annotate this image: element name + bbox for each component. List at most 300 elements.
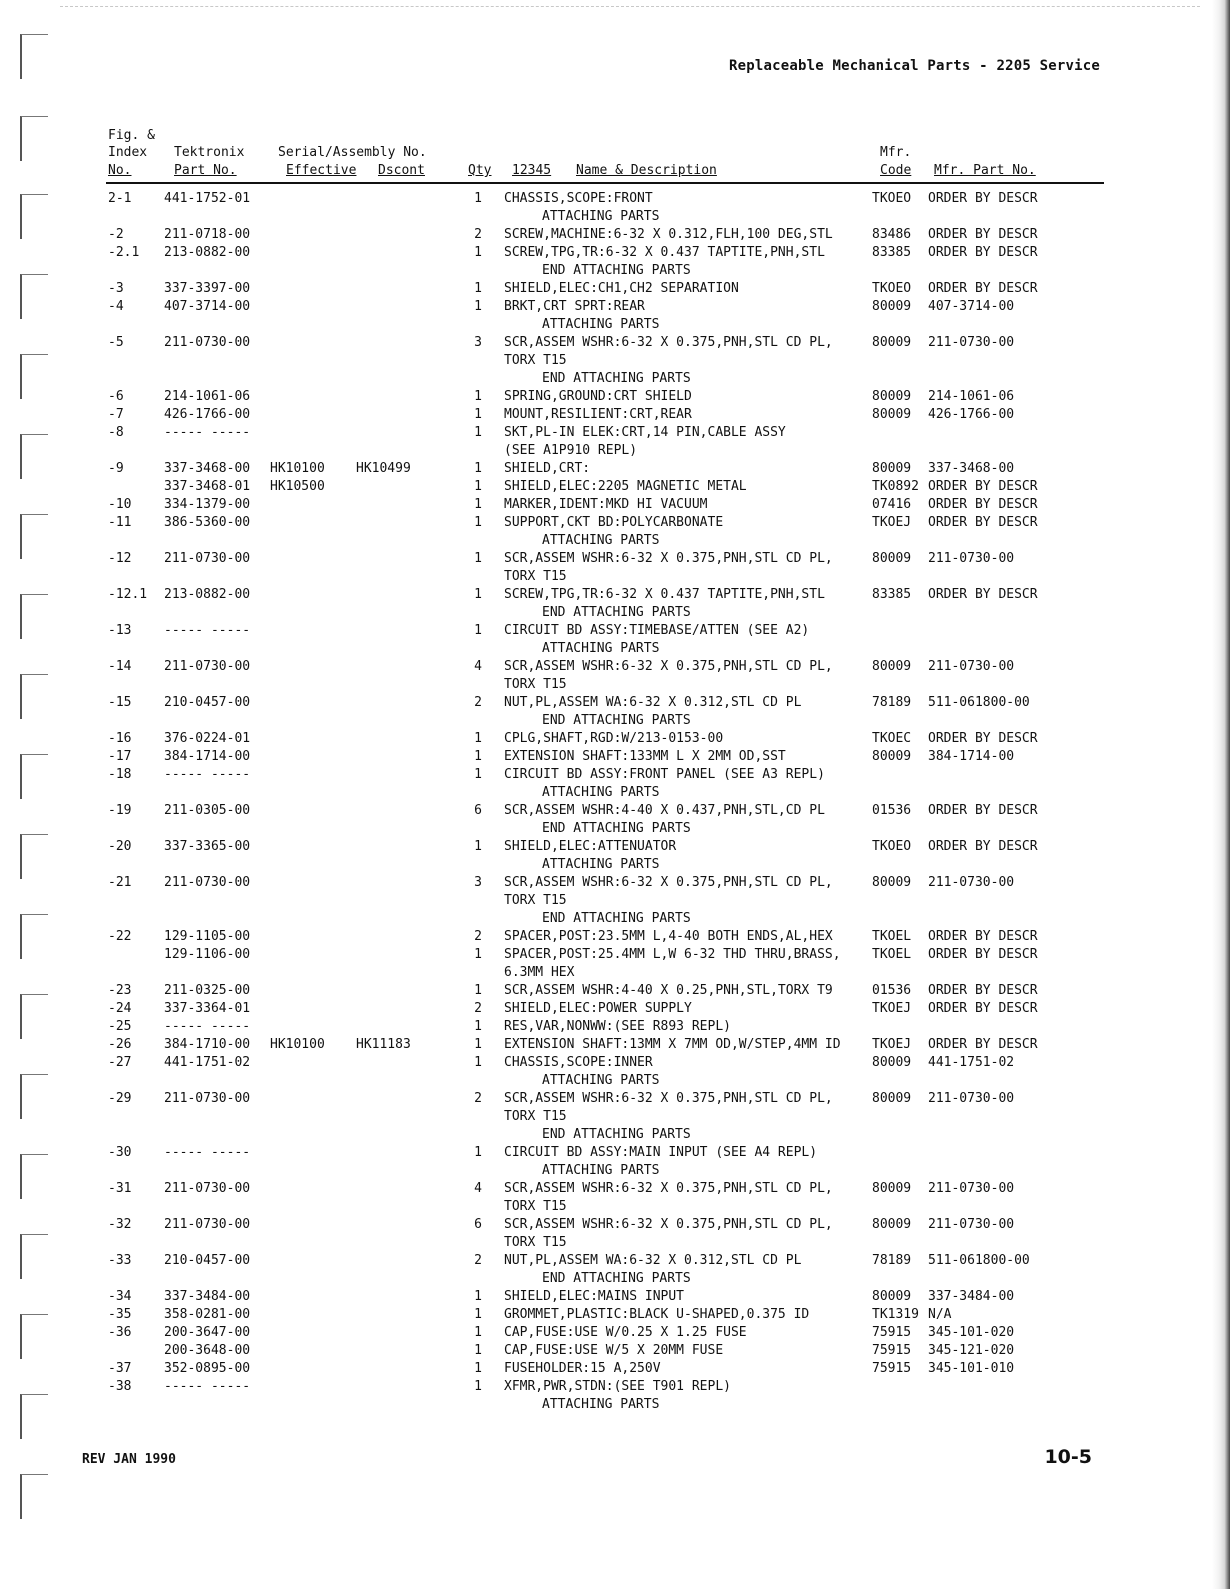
mfr-part-number: 211-0730-00 <box>928 1091 1015 1106</box>
mfr-code: 80009 <box>872 749 912 764</box>
mfr-code: TKOEO <box>872 191 912 206</box>
table-row <box>106 316 1104 334</box>
col-desc-label: Name & Description <box>576 163 717 178</box>
name-description: ATTACHING PARTS <box>542 209 660 224</box>
index-number: -23 <box>108 983 132 998</box>
name-description: SPACER,POST:25.4MM L,W 6-32 THD THRU,BRASS, <box>504 947 841 962</box>
table-row <box>106 1306 1104 1324</box>
name-description: END ATTACHING PARTS <box>542 371 691 386</box>
parts-table <box>106 190 1104 1414</box>
index-number: -14 <box>108 659 132 674</box>
quantity: 1 <box>474 1307 482 1322</box>
quantity: 1 <box>474 1289 482 1304</box>
table-row <box>106 982 1104 1000</box>
table-row <box>106 514 1104 532</box>
mfr-part-number: ORDER BY DESCR <box>928 1037 1038 1052</box>
name-description: SCREW,TPG,TR:6-32 X 0.437 TAPTITE,PNH,STL <box>504 245 825 260</box>
name-description: END ATTACHING PARTS <box>542 1271 691 1286</box>
mfr-part-number: 211-0730-00 <box>928 659 1015 674</box>
mfr-code: 80009 <box>872 335 912 350</box>
mfr-code: TK1319 <box>872 1307 919 1322</box>
table-row <box>106 1270 1104 1288</box>
quantity: 1 <box>474 587 482 602</box>
page-header-title: Replaceable Mechanical Parts - 2205 Service <box>728 58 1100 74</box>
index-number: -24 <box>108 1001 132 1016</box>
quantity: 3 <box>474 335 482 350</box>
mfr-part-number: 345-101-010 <box>928 1361 1015 1376</box>
mfr-part-number: ORDER BY DESCR <box>928 1001 1038 1016</box>
index-number: -5 <box>108 335 124 350</box>
mfr-part-number: ORDER BY DESCR <box>928 929 1038 944</box>
mfr-part-number: 214-1061-06 <box>928 389 1015 404</box>
part-number: 407-3714-00 <box>164 299 251 314</box>
mfr-code: 78189 <box>872 695 912 710</box>
name-description: SCREW,TPG,TR:6-32 X 0.437 TAPTITE,PNH,STL <box>504 587 825 602</box>
name-description: SHIELD,ELEC:MAINS INPUT <box>504 1289 685 1304</box>
col-mfr-part-label: Mfr. Part No. <box>934 163 1036 178</box>
name-description: FUSEHOLDER:15 A,250V <box>504 1361 661 1376</box>
name-description: MOUNT,RESILIENT:CRT,REAR <box>504 407 692 422</box>
mfr-part-number: 211-0730-00 <box>928 875 1015 890</box>
name-description: EXTENSION SHAFT:133MM L X 2MM OD,SST <box>504 749 786 764</box>
part-number: 384-1710-00 <box>164 1037 251 1052</box>
table-row <box>106 892 1104 910</box>
table-row <box>106 298 1104 316</box>
mfr-code: 83385 <box>872 587 912 602</box>
quantity: 1 <box>474 389 482 404</box>
mfr-part-number: ORDER BY DESCR <box>928 983 1038 998</box>
table-row <box>106 460 1104 478</box>
index-number: -2.1 <box>108 245 140 260</box>
quantity: 1 <box>474 1379 482 1394</box>
name-description: SKT,PL-IN ELEK:CRT,14 PIN,CABLE ASSY <box>504 425 786 440</box>
name-description: SCREW,MACHINE:6-32 X 0.312,FLH,100 DEG,STL <box>504 227 833 242</box>
table-row <box>106 424 1104 442</box>
index-number: -35 <box>108 1307 132 1322</box>
table-row <box>106 856 1104 874</box>
mfr-code: 01536 <box>872 983 912 998</box>
mfr-code: TKOEL <box>872 929 912 944</box>
table-row <box>106 766 1104 784</box>
name-description: TORX T15 <box>504 353 567 368</box>
part-number: 210-0457-00 <box>164 695 251 710</box>
name-description: SPRING,GROUND:CRT SHIELD <box>504 389 692 404</box>
index-number: -3 <box>108 281 124 296</box>
table-row <box>106 748 1104 766</box>
name-description: CIRCUIT BD ASSY:FRONT PANEL (SEE A3 REPL) <box>504 767 825 782</box>
table-row <box>106 262 1104 280</box>
mfr-part-number: 441-1751-02 <box>928 1055 1015 1070</box>
index-number: -12 <box>108 551 132 566</box>
table-row <box>106 190 1104 208</box>
table-row <box>106 1090 1104 1108</box>
binder-mark <box>20 34 48 79</box>
mfr-code: 75915 <box>872 1361 912 1376</box>
part-number: 211-0730-00 <box>164 551 251 566</box>
mfr-part-number: 384-1714-00 <box>928 749 1015 764</box>
binder-mark <box>20 434 48 479</box>
part-number: 337-3365-00 <box>164 839 251 854</box>
quantity: 1 <box>474 281 482 296</box>
quantity: 1 <box>474 731 482 746</box>
part-number: 386-5360-00 <box>164 515 251 530</box>
name-description: SCR,ASSEM WSHR:6-32 X 0.375,PNH,STL CD PL, <box>504 1091 833 1106</box>
mfr-code: 83486 <box>872 227 912 242</box>
mfr-part-number: ORDER BY DESCR <box>928 587 1038 602</box>
part-number: 211-0730-00 <box>164 1217 251 1232</box>
col-mfr-code-label: Code <box>880 163 912 178</box>
name-description: SHIELD,ELEC:2205 MAGNETIC METAL <box>504 479 747 494</box>
table-row <box>106 1396 1104 1414</box>
col-serial-label: Serial/Assembly No. <box>278 145 427 160</box>
mfr-code: 80009 <box>872 1289 912 1304</box>
mfr-code: 80009 <box>872 1181 912 1196</box>
index-number: -38 <box>108 1379 132 1394</box>
table-row <box>106 622 1104 640</box>
name-description: ATTACHING PARTS <box>542 1163 660 1178</box>
part-number: 210-0457-00 <box>164 1253 251 1268</box>
serial-effective: HK10500 <box>270 479 325 494</box>
index-number: -34 <box>108 1289 132 1304</box>
table-row <box>106 910 1104 928</box>
part-number: 211-0718-00 <box>164 227 251 242</box>
mfr-code: 75915 <box>872 1343 912 1358</box>
quantity: 1 <box>474 839 482 854</box>
index-number: -16 <box>108 731 132 746</box>
part-number: 426-1766-00 <box>164 407 251 422</box>
part-number: 211-0305-00 <box>164 803 251 818</box>
name-description: END ATTACHING PARTS <box>542 911 691 926</box>
quantity: 1 <box>474 767 482 782</box>
binder-mark <box>20 1234 48 1279</box>
table-row <box>106 496 1104 514</box>
binder-mark <box>20 274 48 319</box>
index-number: -6 <box>108 389 124 404</box>
mfr-part-number: ORDER BY DESCR <box>928 947 1038 962</box>
table-row <box>106 208 1104 226</box>
mfr-part-number: 511-061800-00 <box>928 695 1030 710</box>
index-number: -8 <box>108 425 124 440</box>
part-number: ----- ----- <box>164 1379 251 1394</box>
index-number: -31 <box>108 1181 132 1196</box>
mfr-code: TKOEL <box>872 947 912 962</box>
mfr-code: 01536 <box>872 803 912 818</box>
mfr-part-number: ORDER BY DESCR <box>928 497 1038 512</box>
col-index-label: Index <box>108 145 148 160</box>
mfr-part-number: N/A <box>928 1307 952 1322</box>
mfr-code: 80009 <box>872 299 912 314</box>
index-number: -25 <box>108 1019 132 1034</box>
quantity: 1 <box>474 749 482 764</box>
mfr-part-number: ORDER BY DESCR <box>928 227 1038 242</box>
table-row <box>106 352 1104 370</box>
quantity: 1 <box>474 623 482 638</box>
binder-mark <box>20 194 48 239</box>
table-row <box>106 1342 1104 1360</box>
mfr-code: 83385 <box>872 245 912 260</box>
name-description: SHIELD,CRT: <box>504 461 591 476</box>
quantity: 6 <box>474 803 482 818</box>
table-row <box>106 370 1104 388</box>
serial-discontinued: HK11183 <box>356 1037 411 1052</box>
table-row <box>106 658 1104 676</box>
index-number: -9 <box>108 461 124 476</box>
quantity: 1 <box>474 1037 482 1052</box>
name-description: XFMR,PWR,STDN:(SEE T901 REPL) <box>504 1379 731 1394</box>
binder-mark <box>20 594 48 639</box>
binder-mark <box>20 994 48 1039</box>
name-description: SCR,ASSEM WSHR:6-32 X 0.375,PNH,STL CD PL, <box>504 1217 833 1232</box>
col-mfr-label: Mfr. <box>880 145 912 160</box>
page-number: 10-5 <box>1044 1446 1092 1468</box>
name-description: CPLG,SHAFT,RGD:W/213-0153-00 <box>504 731 724 746</box>
name-description: END ATTACHING PARTS <box>542 713 691 728</box>
col-effective-label: Effective <box>286 163 357 178</box>
name-description: ATTACHING PARTS <box>542 317 660 332</box>
mfr-code: 07416 <box>872 497 912 512</box>
quantity: 2 <box>474 1253 482 1268</box>
col-part-no-label: Part No. <box>174 163 237 178</box>
name-description: SCR,ASSEM WSHR:6-32 X 0.375,PNH,STL CD PL, <box>504 659 833 674</box>
part-number: 211-0730-00 <box>164 1181 251 1196</box>
mfr-code: TKOEO <box>872 281 912 296</box>
quantity: 1 <box>474 479 482 494</box>
binder-mark <box>20 1154 48 1199</box>
quantity: 1 <box>474 1055 482 1070</box>
name-description: SCR,ASSEM WSHR:6-32 X 0.375,PNH,STL CD PL, <box>504 875 833 890</box>
mfr-part-number: ORDER BY DESCR <box>928 281 1038 296</box>
quantity: 1 <box>474 191 482 206</box>
part-number: 211-0730-00 <box>164 1091 251 1106</box>
name-description: ATTACHING PARTS <box>542 641 660 656</box>
part-number: ----- ----- <box>164 623 251 638</box>
binder-mark <box>20 674 48 719</box>
part-number: 337-3468-00 <box>164 461 251 476</box>
index-number: -11 <box>108 515 132 530</box>
table-row <box>106 1198 1104 1216</box>
name-description: CAP,FUSE:USE W/0.25 X 1.25 FUSE <box>504 1325 747 1340</box>
name-description: SHIELD,ELEC:POWER SUPPLY <box>504 1001 692 1016</box>
quantity: 2 <box>474 695 482 710</box>
mfr-part-number: ORDER BY DESCR <box>928 839 1038 854</box>
mfr-code: 78189 <box>872 1253 912 1268</box>
mfr-code: 80009 <box>872 461 912 476</box>
mfr-part-number: ORDER BY DESCR <box>928 803 1038 818</box>
table-row <box>106 1036 1104 1054</box>
table-row <box>106 334 1104 352</box>
mfr-code: 80009 <box>872 659 912 674</box>
part-number: 200-3647-00 <box>164 1325 251 1340</box>
part-number: 384-1714-00 <box>164 749 251 764</box>
mfr-part-number: 211-0730-00 <box>928 1181 1015 1196</box>
binder-mark <box>20 834 48 879</box>
name-description: RES,VAR,NONWW:(SEE R893 REPL) <box>504 1019 731 1034</box>
name-description: ATTACHING PARTS <box>542 533 660 548</box>
table-row <box>106 820 1104 838</box>
revision-date: REV JAN 1990 <box>82 1452 176 1467</box>
name-description: GROMMET,PLASTIC:BLACK U-SHAPED,0.375 ID <box>504 1307 810 1322</box>
part-number: 337-3484-00 <box>164 1289 251 1304</box>
name-description: TORX T15 <box>504 677 567 692</box>
index-number: -12.1 <box>108 587 148 602</box>
mfr-code: 80009 <box>872 1091 912 1106</box>
name-description: END ATTACHING PARTS <box>542 821 691 836</box>
mfr-part-number: 426-1766-00 <box>928 407 1015 422</box>
mfr-part-number: 337-3484-00 <box>928 1289 1015 1304</box>
index-number: -29 <box>108 1091 132 1106</box>
table-row <box>106 532 1104 550</box>
part-number: 358-0281-00 <box>164 1307 251 1322</box>
table-row <box>106 1054 1104 1072</box>
name-description: END ATTACHING PARTS <box>542 605 691 620</box>
name-description: TORX T15 <box>504 1235 567 1250</box>
part-number: 211-0325-00 <box>164 983 251 998</box>
col-fig-label: Fig. & <box>108 128 155 143</box>
name-description: END ATTACHING PARTS <box>542 1127 691 1142</box>
mfr-part-number: 345-121-020 <box>928 1343 1015 1358</box>
index-number: -30 <box>108 1145 132 1160</box>
quantity: 1 <box>474 1325 482 1340</box>
name-description: BRKT,CRT SPRT:REAR <box>504 299 645 314</box>
table-row <box>106 226 1104 244</box>
col-dscont-label: Dscont <box>378 163 425 178</box>
part-number: 129-1105-00 <box>164 929 251 944</box>
mfr-part-number: 407-3714-00 <box>928 299 1015 314</box>
part-number: 441-1751-02 <box>164 1055 251 1070</box>
mfr-code: TKOEO <box>872 839 912 854</box>
table-row <box>106 478 1104 496</box>
name-description: (SEE A1P910 REPL) <box>504 443 638 458</box>
quantity: 1 <box>474 299 482 314</box>
table-row <box>106 802 1104 820</box>
name-description: SCR,ASSEM WSHR:6-32 X 0.375,PNH,STL CD PL, <box>504 551 833 566</box>
table-row <box>106 1144 1104 1162</box>
mfr-code: TKOEJ <box>872 1037 912 1052</box>
index-number: -36 <box>108 1325 132 1340</box>
name-description: ATTACHING PARTS <box>542 1397 660 1412</box>
index-number: -32 <box>108 1217 132 1232</box>
mfr-part-number: 211-0730-00 <box>928 1217 1015 1232</box>
table-row <box>106 784 1104 802</box>
name-description: SCR,ASSEM WSHR:4-40 X 0.25,PNH,STL,TORX T9 <box>504 983 833 998</box>
serial-effective: HK10100 <box>270 461 325 476</box>
table-row <box>106 406 1104 424</box>
quantity: 1 <box>474 425 482 440</box>
serial-discontinued: HK10499 <box>356 461 411 476</box>
table-row <box>106 928 1104 946</box>
mfr-code: TKOEJ <box>872 515 912 530</box>
index-number: -10 <box>108 497 132 512</box>
name-description: SCR,ASSEM WSHR:6-32 X 0.375,PNH,STL CD PL, <box>504 1181 833 1196</box>
table-row <box>106 568 1104 586</box>
part-number: 337-3397-00 <box>164 281 251 296</box>
part-number: 211-0730-00 <box>164 335 251 350</box>
mfr-part-number: ORDER BY DESCR <box>928 191 1038 206</box>
name-description: SPACER,POST:23.5MM L,4-40 BOTH ENDS,AL,HEX <box>504 929 833 944</box>
part-number: 441-1752-01 <box>164 191 251 206</box>
table-row <box>106 694 1104 712</box>
table-row <box>106 1072 1104 1090</box>
part-number: 334-1379-00 <box>164 497 251 512</box>
quantity: 1 <box>474 551 482 566</box>
col-qty-label: Qty <box>468 163 492 178</box>
table-row <box>106 604 1104 622</box>
mfr-part-number: ORDER BY DESCR <box>928 515 1038 530</box>
table-row <box>106 388 1104 406</box>
binder-mark <box>20 514 48 559</box>
scan-top-edge <box>60 6 1200 7</box>
name-description: NUT,PL,ASSEM WA:6-32 X 0.312,STL CD PL <box>504 1253 802 1268</box>
mfr-code: TKOEC <box>872 731 912 746</box>
table-row <box>106 280 1104 298</box>
quantity: 1 <box>474 1145 482 1160</box>
binder-mark <box>20 1474 48 1519</box>
mfr-part-number: ORDER BY DESCR <box>928 479 1038 494</box>
name-description: ATTACHING PARTS <box>542 785 660 800</box>
index-number: -4 <box>108 299 124 314</box>
part-number: ----- ----- <box>164 425 251 440</box>
col-tektronix-label: Tektronix <box>174 145 245 160</box>
table-row <box>106 1162 1104 1180</box>
quantity: 1 <box>474 497 482 512</box>
name-description: MARKER,IDENT:MKD HI VACUUM <box>504 497 708 512</box>
table-row <box>106 1000 1104 1018</box>
quantity: 2 <box>474 929 482 944</box>
part-number: 211-0730-00 <box>164 659 251 674</box>
binder-mark <box>20 914 48 959</box>
index-number: -19 <box>108 803 132 818</box>
binder-mark <box>20 354 48 399</box>
part-number: ----- ----- <box>164 1019 251 1034</box>
table-row <box>106 1108 1104 1126</box>
quantity: 1 <box>474 515 482 530</box>
part-number: 337-3364-01 <box>164 1001 251 1016</box>
quantity: 2 <box>474 1001 482 1016</box>
name-description: CHASSIS,SCOPE:FRONT <box>504 191 653 206</box>
table-row <box>106 1126 1104 1144</box>
table-row <box>106 1234 1104 1252</box>
scan-right-edge <box>1212 0 1230 1589</box>
quantity: 3 <box>474 875 482 890</box>
mfr-code: 80009 <box>872 551 912 566</box>
index-number: -37 <box>108 1361 132 1376</box>
mfr-code: TK0892 <box>872 479 919 494</box>
quantity: 2 <box>474 1091 482 1106</box>
mfr-code: 80009 <box>872 407 912 422</box>
mfr-code: 80009 <box>872 1217 912 1232</box>
quantity: 1 <box>474 947 482 962</box>
mfr-part-number: 345-101-020 <box>928 1325 1015 1340</box>
name-description: SHIELD,ELEC:CH1,CH2 SEPARATION <box>504 281 739 296</box>
name-description: CAP,FUSE:USE W/5 X 20MM FUSE <box>504 1343 724 1358</box>
mfr-part-number: ORDER BY DESCR <box>928 731 1038 746</box>
part-number: 200-3648-00 <box>164 1343 251 1358</box>
mfr-code: 80009 <box>872 1055 912 1070</box>
name-description: TORX T15 <box>504 569 567 584</box>
name-description: SHIELD,ELEC:ATTENUATOR <box>504 839 677 854</box>
col-code-label: 12345 <box>512 163 552 178</box>
binder-mark <box>20 1394 48 1439</box>
quantity: 1 <box>474 245 482 260</box>
part-number: 213-0882-00 <box>164 587 251 602</box>
index-number: -7 <box>108 407 124 422</box>
name-description: ATTACHING PARTS <box>542 857 660 872</box>
mfr-code: 80009 <box>872 875 912 890</box>
table-row <box>106 964 1104 982</box>
binder-mark <box>20 1314 48 1359</box>
table-row <box>106 586 1104 604</box>
name-description: CIRCUIT BD ASSY:MAIN INPUT (SEE A4 REPL) <box>504 1145 818 1160</box>
